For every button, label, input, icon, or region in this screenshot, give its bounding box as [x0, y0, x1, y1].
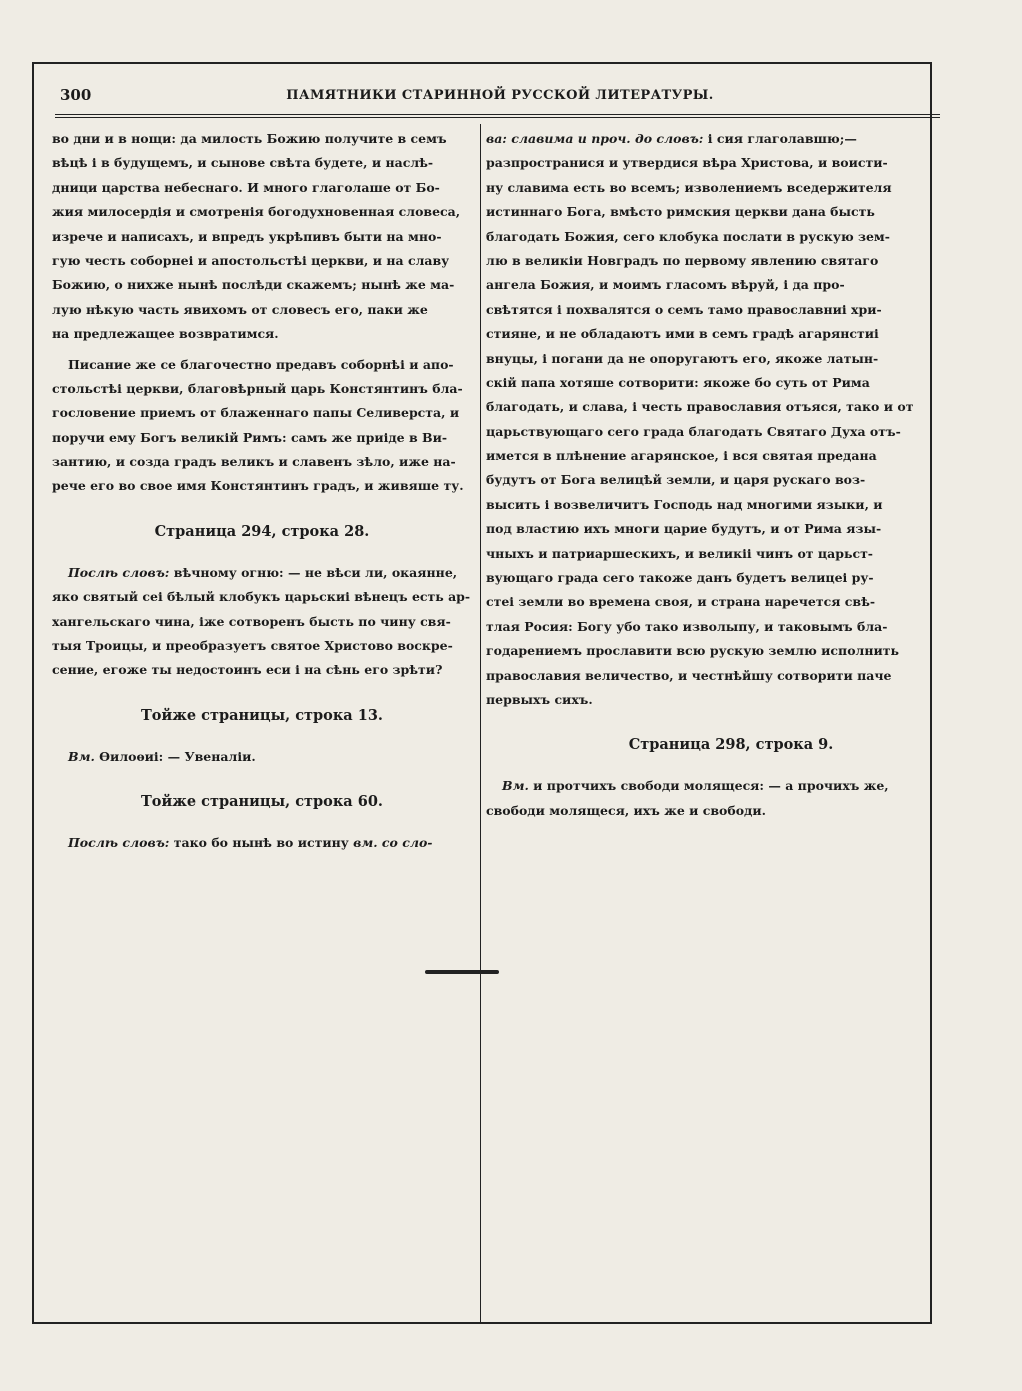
- text-line: [486, 774, 936, 798]
- text-line: дници царства небеснаго. И много глаголаше от Бо-: [52, 179, 440, 195]
- text-line: гую честь соборнеі и апостольстѣі церкви, и на славу: [52, 252, 450, 268]
- text-line: будутъ от Бога велицѣй земли, и царя рускаго воз-: [486, 472, 866, 488]
- text-span: тако бо нынѣ во истину: [173, 835, 349, 851]
- left-column: [52, 127, 472, 856]
- page-header: [60, 86, 940, 106]
- paragraph: [486, 774, 936, 823]
- italic-label: Вм.: [502, 778, 529, 794]
- italic-label: вм. со сло-: [353, 835, 433, 851]
- text-line: [52, 745, 472, 769]
- text-line: первыхъ сихъ.: [486, 691, 593, 707]
- text-line: высить і возвеличитъ Господь над многими языки, и: [486, 496, 883, 512]
- text-line: сение, егоже ты недостоинъ еси і на сѣнь его зрѣти?: [52, 662, 443, 678]
- text-line: ну славима есть во всемъ; изволениемъ вседержителя: [486, 179, 892, 195]
- column-divider: [480, 124, 481, 1324]
- text-line: стияне, и не обладаютъ ими в семъ градѣ агарянстиі: [486, 326, 879, 342]
- text-line: под властию ихъ многи царие будутъ, и от Рима язы-: [486, 521, 882, 537]
- text-line: имется в плѣнение агарянское, і вся святая предана: [486, 448, 877, 464]
- text-line: во дни и в нощи: да милость Божию получите в семъ: [52, 131, 447, 146]
- end-ornament-rule: [425, 970, 499, 974]
- right-column: [486, 127, 936, 823]
- section-heading: Страница 294, строка 28.: [154, 522, 370, 540]
- text-line: [52, 831, 472, 855]
- text-line: вѣцѣ і в будущемъ, и сынове свѣта будете, и наслѣ-: [52, 155, 434, 171]
- text-span: и протчихъ свободи молящеся: — а прочихъ же,: [533, 778, 889, 794]
- text-line: благодать, и слава, і честь православия отъяся, тако и от: [486, 399, 914, 415]
- text-line: разпространися и утвердися вѣра Христова, и воисти-: [486, 155, 888, 171]
- text-line: жия милосердія и смотренія богодухновенная словеса,: [52, 204, 461, 220]
- text-line: рече его во свое имя Констянтинъ градъ, и живяше ту.: [52, 478, 464, 494]
- text-span: і сия глаголавшю;—: [707, 131, 857, 146]
- section-heading: Тойже страницы, строка 13.: [141, 706, 383, 724]
- text-line: ангела Божия, и моимъ гласомъ вѣруй, і да про-: [486, 277, 845, 293]
- text-line: изрече и написахъ, и впредъ укрѣпивъ быти на мно-: [52, 228, 442, 244]
- italic-label: ва: славима и проч. до словъ:: [486, 131, 704, 146]
- page-number: 300: [60, 86, 92, 104]
- text-line: внуцы, і погани да не опоругаютъ его, якоже латын-: [486, 350, 879, 366]
- text-line: тлая Росия: Богу убо тако изволыпу, и таковымъ бла-: [486, 618, 888, 634]
- italic-label: Вм.: [68, 748, 95, 764]
- text-line: поручи ему Богъ великій Римъ: самъ же приіде в Ви-: [52, 429, 448, 445]
- text-line: скій папа хотяше сотворити: якоже бо суть от Рима: [486, 374, 870, 390]
- paragraph: [52, 561, 472, 683]
- text-line: тыя Троицы, и преобразуетъ святое Христово воскре-: [52, 638, 453, 654]
- text-line: Божию, о нихже нынѣ послѣди скажемъ; нынѣ же ма-: [52, 277, 455, 293]
- text-line: годарениемъ прославити всю рускую землю исполнить: [486, 643, 899, 659]
- paragraph: [52, 127, 472, 347]
- paragraph: [52, 353, 472, 499]
- section-heading: Страница 298, строка 9.: [628, 736, 834, 754]
- text-line: благодать Божия, сего клобука послати в рускую зем-: [486, 228, 890, 244]
- text-line: на предлежащее возвратимся.: [52, 326, 279, 342]
- text-line: вующаго града сего такоже данъ будетъ велицеі ру-: [486, 570, 874, 586]
- text-line: [52, 561, 472, 585]
- text-line: свободи молящеся, ихъ же и свободи.: [486, 802, 767, 818]
- text-line: гословение приемъ от блаженнаго папы Селиверста, и: [52, 405, 460, 421]
- text-line: [486, 127, 936, 151]
- text-line: истиннаго Бога, вмѣсто римския церкви дана бысть: [486, 204, 875, 220]
- text-line: царьствующаго сего града благодать Святаго Духа отъ-: [486, 423, 901, 439]
- text-line: православия величество, и честнѣйшу сотворити паче: [486, 667, 892, 683]
- paragraph: [486, 127, 936, 712]
- header-rule: [55, 114, 940, 118]
- text-line: чныхъ и патриаршескихъ, и великіі чинъ от царьст-: [486, 545, 873, 561]
- text-line: стеі земли во времена своя, и страна наречется свѣ-: [486, 594, 876, 610]
- text-span: вѣчному огню: — не вѣси ли, окаянне,: [173, 564, 458, 580]
- text-line: свѣтятся і похвалятся о семъ тамо православниі хри-: [486, 301, 882, 317]
- text-line: стольстѣі церкви, благовѣрный царь Констянтинъ бла-: [52, 380, 463, 396]
- running-title: ПАМЯТНИКИ СТАРИННОЙ РУССКОЙ ЛИТЕРАТУРЫ.: [286, 88, 714, 103]
- text-line: лую нѣкую часть явихомъ от словесъ его, паки же: [52, 301, 428, 317]
- italic-label: Послѣ словъ:: [68, 835, 170, 851]
- italic-label: Послѣ словъ:: [68, 564, 170, 580]
- section-heading: Тойже страницы, строка 60.: [141, 793, 383, 811]
- text-line: яко святый сеі бѣлый клобукъ царьскиі вѣнецъ есть ар-: [52, 589, 471, 605]
- text-line: зантию, и созда градъ великъ и славенъ зѣло, иже на-: [52, 454, 456, 470]
- text-span: Ѳилоѳиі: — Увеналіи.: [99, 748, 256, 764]
- text-line: Писание же се благочестно предавъ соборнѣі и апо-: [68, 356, 454, 372]
- text-line: хангельскаго чина, іже сотворенъ бысть по чину свя-: [52, 613, 451, 629]
- text-line: лю в великіи Новградъ по первому явлению святаго: [486, 252, 879, 268]
